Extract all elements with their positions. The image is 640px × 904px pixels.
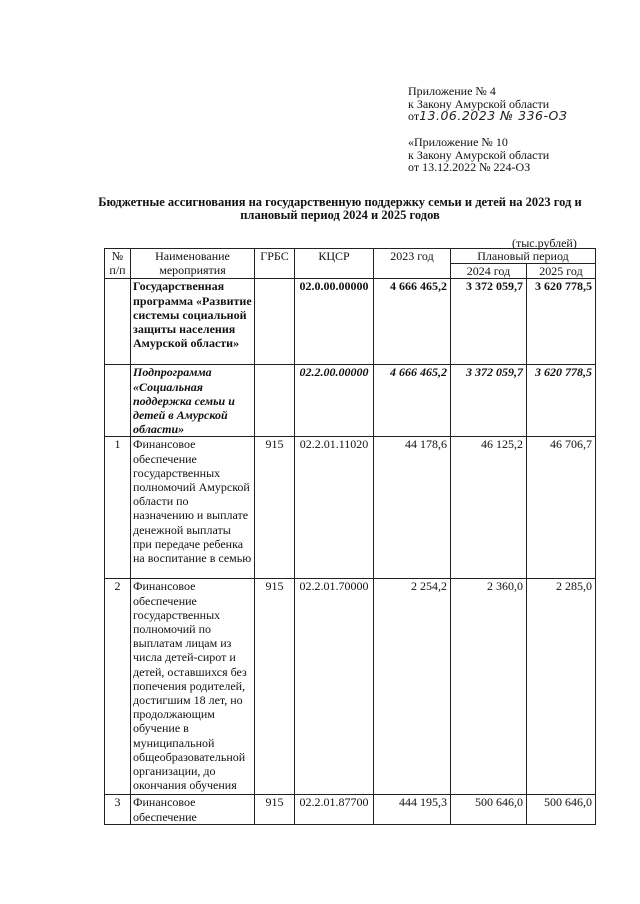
table-row xyxy=(105,579,596,795)
row-num: 3 xyxy=(105,795,131,825)
row-2024: 3 372 059,7 xyxy=(451,279,527,365)
row-2025: 2 285,0 xyxy=(527,579,596,795)
appendix-date-prefix: от xyxy=(408,109,420,123)
row-num: 1 xyxy=(105,437,131,579)
row-2024: 3 372 059,7 xyxy=(451,365,527,437)
row-num: 2 xyxy=(105,579,131,795)
document-title-line2: плановый период 2024 и 2025 годов xyxy=(240,208,440,222)
table-row xyxy=(105,437,596,579)
header-2024: 2024 год xyxy=(451,264,527,279)
row-2025: 46 706,7 xyxy=(527,437,596,579)
row-2025: 3 620 778,5 xyxy=(527,365,596,437)
header-grbs: ГРБС xyxy=(255,249,295,279)
header-num: № п/п xyxy=(105,249,131,279)
handwritten-date-number: 13.06.2023 № 336-ОЗ xyxy=(419,108,568,123)
row-2025: 500 646,0 xyxy=(527,795,596,825)
row-2024: 2 360,0 xyxy=(451,579,527,795)
row-num xyxy=(105,365,131,437)
row-name: Финансовое обеспечение xyxy=(131,795,255,825)
appendix-current xyxy=(408,85,567,123)
row-kcsr: 02.2.01.11020 xyxy=(295,437,374,579)
original-appendix-number: «Приложение № 10 xyxy=(408,135,508,149)
header-row-1 xyxy=(105,249,596,264)
document-title-line1: Бюджетные ассигнования на государственную поддержку семьи и детей на 2023 год и xyxy=(98,195,582,209)
header-2023: 2023 год xyxy=(374,249,451,279)
row-kcsr: 02.2.00.00000 xyxy=(295,365,374,437)
row-2024: 500 646,0 xyxy=(451,795,527,825)
header-planned-period: Плановый период xyxy=(451,249,596,264)
row-grbs: 915 xyxy=(255,795,295,825)
header-kcsr: КЦСР xyxy=(295,249,374,279)
row-name: Финансовое обеспечение государственных полномочий Амурской области по назначению и выплате денежной выплаты при передаче ребенка на воспитание в семью xyxy=(131,437,255,579)
table-row xyxy=(105,795,596,825)
row-2023: 2 254,2 xyxy=(374,579,451,795)
table-row xyxy=(105,279,596,365)
appendix-original xyxy=(408,136,549,174)
original-appendix-date: от 13.12.2022 № 224-ОЗ xyxy=(408,160,531,174)
appendix-law-ref: к Закону Амурской области xyxy=(408,96,550,111)
row-kcsr: 02.2.01.87700 xyxy=(295,795,374,825)
row-grbs xyxy=(255,279,295,365)
row-grbs xyxy=(255,365,295,437)
row-2023: 444 195,3 xyxy=(374,795,451,825)
row-name: Государственная программа «Развитие системы социальной защиты населения Амурской области» xyxy=(131,279,255,365)
document-title xyxy=(90,196,590,222)
row-2023: 4 666 465,2 xyxy=(374,279,451,365)
row-kcsr: 02.0.00.00000 xyxy=(295,279,374,365)
row-num xyxy=(105,279,131,365)
appendix-date-line xyxy=(408,110,567,123)
row-name: Финансовое обеспечение государственных полномочий по выплатам лицам из числа детей-сирот и детей, оставшихся без попечения родителей, достигшим 18 лет, но продолжающим обучение в муниципальной общеобразовательной организации, до окончания обучения xyxy=(131,579,255,795)
row-2023: 4 666 465,2 xyxy=(374,365,451,437)
row-2024: 46 125,2 xyxy=(451,437,527,579)
row-2023: 44 178,6 xyxy=(374,437,451,579)
row-grbs: 915 xyxy=(255,437,295,579)
appendix-number: Приложение № 4 xyxy=(408,84,496,98)
row-grbs: 915 xyxy=(255,579,295,795)
header-name: Наименование мероприятия xyxy=(131,249,255,279)
original-appendix-law-ref: к Закону Амурской области xyxy=(408,147,550,162)
header-2025: 2025 год xyxy=(527,264,596,279)
row-name: Подпрограмма «Социальная поддержка семьи и детей в Амурской области» xyxy=(131,365,255,437)
row-kcsr: 02.2.01.70000 xyxy=(295,579,374,795)
units-label: (тыс.рублей) xyxy=(512,236,577,250)
budget-table xyxy=(104,248,596,825)
table-row xyxy=(105,365,596,437)
row-2025: 3 620 778,5 xyxy=(527,279,596,365)
